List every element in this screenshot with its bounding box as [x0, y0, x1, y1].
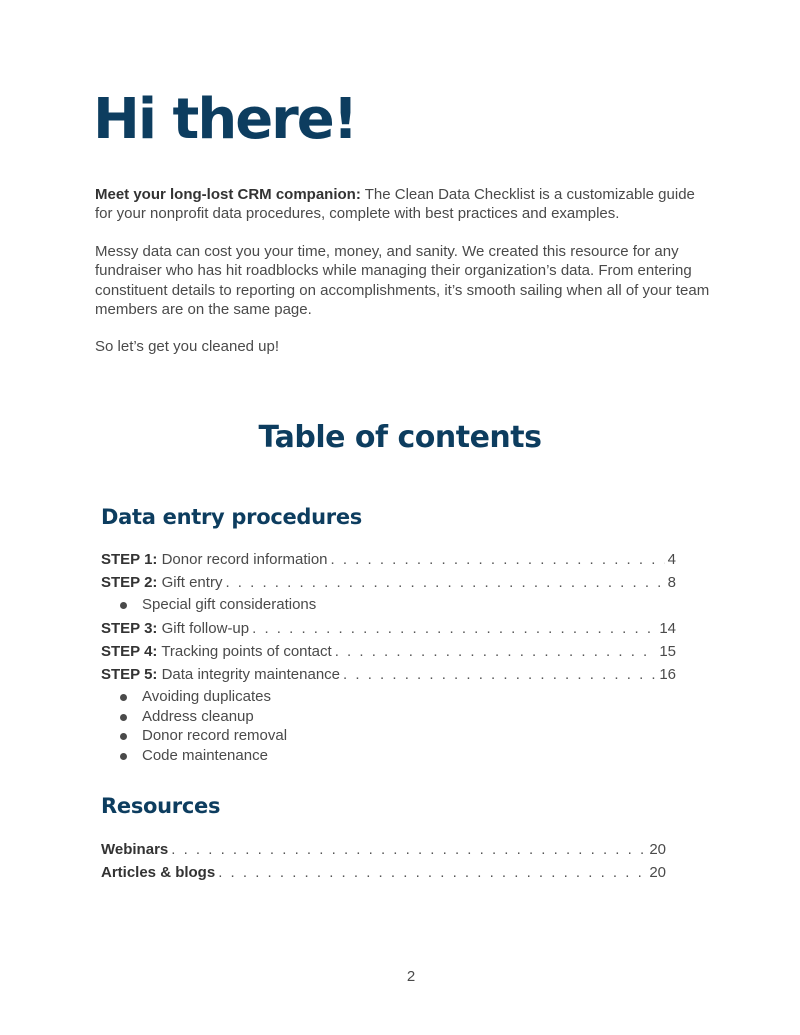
toc-data-entry-list: [101, 548, 676, 765]
section-heading-data-entry: Data entry procedures: [101, 505, 362, 529]
intro-lead-bold: Meet your long-lost CRM companion:: [95, 186, 361, 203]
intro-paragraph-2: Messy data can cost you your time, money, and sanity. We created this resource for any fundraiser who has hit roadblocks while managing their organization’s data. From entering constituent details to reporting on accomplishments, it’s smooth sailing when all of your team members are on the same page.: [95, 242, 710, 319]
toc-resources-list: [101, 838, 666, 884]
list-item: Special gift considerations: [101, 595, 676, 615]
toc-step-text: Gift entry: [157, 574, 223, 592]
list-item: Avoiding duplicates: [101, 687, 676, 707]
toc-resource-label: Articles & blogs: [101, 864, 216, 882]
toc-step-text: Donor record information: [157, 551, 328, 568]
toc-dot-leader: [335, 640, 657, 663]
page-heading: Hi there!: [93, 87, 357, 152]
toc-page-number: 20: [649, 864, 666, 882]
toc-step-label: STEP 2:: [101, 574, 158, 592]
toc-title: Table of contents: [258, 420, 542, 455]
toc-dot-leader: [343, 663, 656, 686]
toc-dot-leader: [252, 617, 656, 640]
toc-entry-step-1[interactable]: [101, 548, 676, 571]
intro-lead-text: The Clean Data Checklist is a customizable guide for your nonprofit data procedures, complete with best practices and examples.: [95, 186, 695, 223]
toc-page-number: 14: [659, 619, 676, 637]
list-item: Address cleanup: [101, 707, 676, 727]
intro-paragraph-3: So let’s get you cleaned up!: [95, 338, 280, 356]
toc-entry-step-2[interactable]: [101, 571, 676, 594]
toc-step-label: STEP 1:: [101, 551, 158, 568]
toc-entry-step-5[interactable]: [101, 663, 676, 686]
toc-entry-webinars[interactable]: [101, 838, 666, 861]
toc-step-label: STEP 3:: [101, 619, 158, 637]
page-number: 2: [406, 968, 416, 985]
toc-step-label: STEP 4:: [101, 643, 158, 661]
intro-paragraph-1: [95, 185, 715, 224]
intro-section: [95, 185, 715, 375]
toc-dot-leader: [218, 861, 646, 884]
section-heading-resources: Resources: [101, 794, 221, 818]
toc-entry-articles-blogs[interactable]: [101, 861, 666, 884]
toc-dot-leader: [331, 548, 665, 571]
toc-step-text: Gift follow-up: [157, 619, 250, 637]
toc-page-number: 16: [659, 666, 676, 684]
toc-page-number: 15: [659, 643, 676, 661]
toc-step-text: Tracking points of contact: [157, 643, 332, 661]
toc-page-number: 8: [667, 574, 676, 592]
toc-step-2-subitems: [101, 595, 676, 615]
toc-step-text: Data integrity maintenance: [157, 666, 341, 684]
toc-entry-step-3[interactable]: [101, 617, 676, 640]
toc-step-label: STEP 5:: [101, 666, 158, 684]
toc-resource-label: Webinars: [101, 841, 169, 858]
toc-entry-step-4[interactable]: [101, 640, 676, 663]
list-item: Code maintenance: [101, 746, 676, 766]
list-item: Donor record removal: [101, 726, 676, 746]
toc-dot-leader: [171, 838, 646, 861]
toc-page-number: 4: [667, 551, 676, 568]
toc-step-5-subitems: [101, 687, 676, 765]
toc-dot-leader: [225, 571, 664, 594]
toc-page-number: 20: [649, 841, 666, 858]
